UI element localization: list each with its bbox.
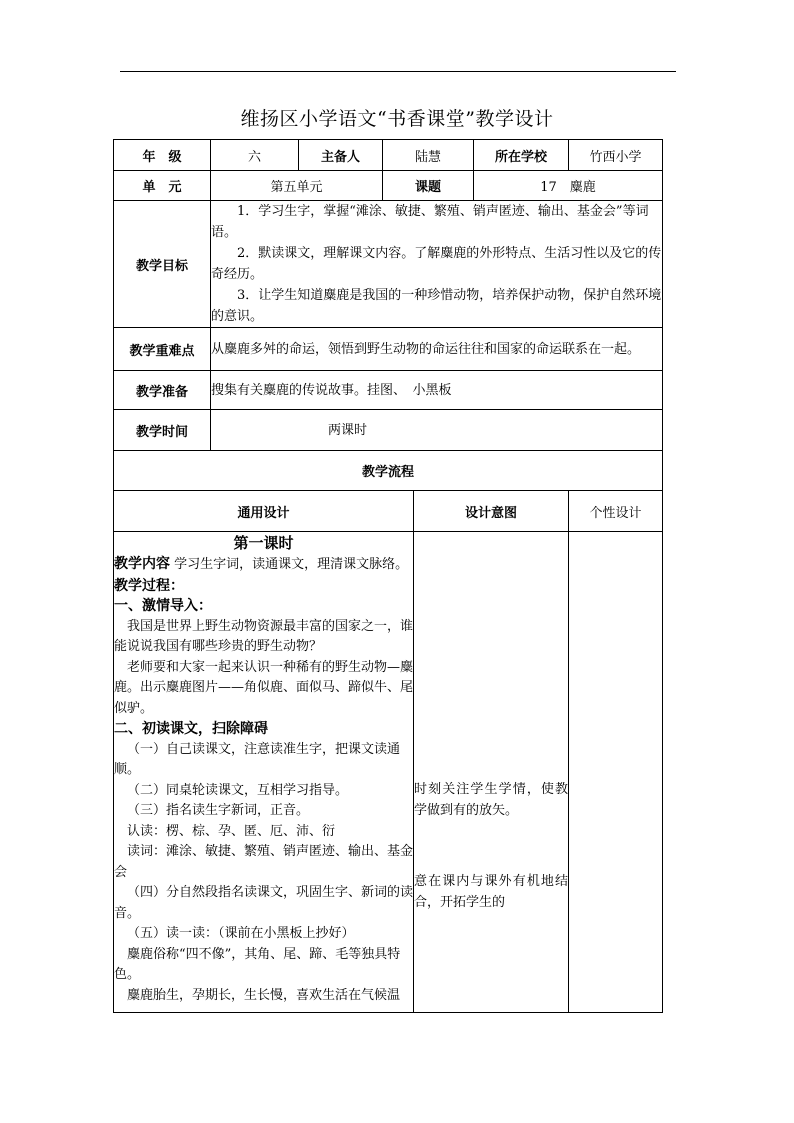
goals-label: 教学目标 [114,201,211,328]
preparation-text: 搜集有关麋鹿的传说故事。挂图、 小黑板 [211,371,663,410]
lesson-paragraph: （三）指名读生字新词，正音。 [127,803,310,818]
goals-row [114,201,663,328]
section-title: 一、激情导入： [114,598,212,614]
col-personal-design: 个性设计 [569,491,663,532]
content-text: 学习生字词，读通课文，理清课文脉络。 [174,557,409,572]
preparer-value: 陆慧 [383,140,474,171]
goal-item: 1．学习生字，掌握“滩涂、敏捷、繁殖、销声匿迹、输出、基金会”等词语。 [211,204,649,240]
preparation-row [114,371,663,410]
lesson-paragraph: （四）分自然段指名读课文，巩固生字、新词的读音。 [114,885,414,921]
lesson-paragraph: （一）自己读课文，注意读准生字，把课文读通顺。 [114,741,401,777]
grade-label: 年 级 [114,140,211,171]
lesson-paragraph: 麋鹿胎生，孕期长，生长慢，喜欢生活在气候温 [127,987,401,1003]
flow-header-row [114,491,663,532]
col-design-intent: 设计意图 [414,491,569,532]
lesson-paragraph: 认读：楞、棕、孕、匿、厄、沛、衍 [127,823,336,839]
time-row [114,410,663,451]
personal-design-content [569,532,663,1013]
page-title: 维扬区小学语文“书香课堂”教学设计 [240,108,554,130]
goals-content [211,201,663,328]
flow-title: 教学流程 [114,451,663,491]
section-title: 二、初读课文，扫除障碍 [114,721,268,737]
key-points-label: 教学重难点 [114,328,211,371]
preparer-label: 主备人 [299,140,383,171]
time-label: 教学时间 [114,410,211,451]
lesson-plan-table [113,139,663,1013]
col-general-design: 通用设计 [114,491,414,532]
topic-value: 17 麋鹿 [474,171,663,201]
school-label: 所在学校 [474,140,569,171]
lesson-paragraph: （二）同桌轮读课文，互相学习指导。 [127,782,349,798]
lesson-heading: 第一课时 [233,534,294,552]
topic-label: 课题 [383,171,474,201]
design-intent-content [414,532,569,1013]
key-points-row [114,328,663,371]
lesson-paragraph: 我国是世界上野生动物资源最丰富的国家之一，谁能说说我国有哪些珍贵的野生动物？ [114,618,414,654]
content-label: 教学内容 [114,556,170,572]
process-label: 教学过程： [114,577,184,594]
intent-note: 意在课内与课外有机地结合，开拓学生的 [414,874,569,910]
info-row-2 [114,171,663,201]
time-text: 两课时 [211,410,663,451]
info-row-1 [114,140,663,171]
school-value: 竹西小学 [569,140,663,171]
lesson-paragraph: 麋鹿俗称“四不像”，其角、尾、蹄、毛等独具特色。 [114,946,401,982]
lesson-paragraph: （五）读一读：（课前在小黑板上抄好） [127,926,355,941]
key-points-text: 从麋鹿多舛的命运，领悟到野生动物的命运往往和国家的命运联系在一起。 [211,328,663,371]
lesson-paragraph: 读词：滩涂、敏捷、繁殖、销声匿迹、输出、基金会 [114,844,414,880]
flow-title-row [114,451,663,491]
goal-item: 2．默读课文，理解课文内容。了解麋鹿的外形特点、生活习性以及它的传奇经历。 [211,246,662,282]
grade-value: 六 [211,140,299,171]
lesson-row [114,532,663,1013]
lesson-content [114,532,414,1013]
lesson-paragraph: 老师要和大家一起来认识一种稀有的野生动物—麋鹿。出示麋鹿图片——角似鹿、面似马、蹄似牛、尾似驴。 [114,659,414,716]
goal-item: 3．让学生知道麋鹿是我国的一种珍惜动物，培养保护动物，保护自然环境的意识。 [211,288,662,324]
intent-note: 时刻关注学生学情，使教学做到有的放矢。 [414,782,569,818]
unit-value: 第五单元 [211,171,383,201]
header-rule [120,71,676,72]
preparation-label: 教学准备 [114,371,211,410]
unit-label: 单 元 [114,171,211,201]
